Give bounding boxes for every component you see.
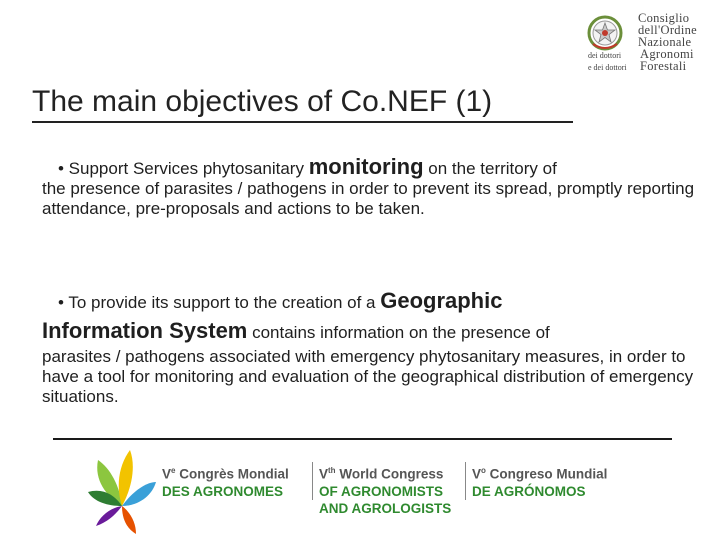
objective-1 (42, 154, 702, 219)
congress-flower-logo-icon (86, 446, 158, 536)
objective-2-emphasis-1: Geographic (380, 288, 503, 313)
title-underline (32, 121, 573, 123)
logo-line-forestali: Forestali (640, 59, 687, 73)
congress-name-french: Ve Congrès Mondial DES AGRONOMES (162, 466, 289, 499)
objective-1-rest-2: the presence of parasites / pathogens in order to prevent its spread, promptly reporting attendance, pre-proposals and actions to be taken. (42, 179, 695, 218)
logo-line-dei-dottori: dei dottori (588, 51, 622, 60)
banner-separator (465, 462, 466, 500)
banner-separator (312, 462, 313, 500)
slide-title: The main objectives of Co.NEF (1) (32, 85, 493, 118)
council-logo (584, 6, 716, 73)
objective-2 (42, 287, 702, 407)
objective-2-lead: • To provide its support to the creation of a (58, 293, 381, 312)
congress-banner (86, 446, 646, 536)
footer-divider (53, 438, 672, 440)
logo-line-e-dei-dottori: e dei dottori (588, 63, 627, 72)
congress-name-english: Vth World Congress OF AGRONOMISTS AND AGROLOGISTS (319, 466, 452, 516)
logo-line-agronomi: Agronomi (640, 47, 694, 61)
logo-line-ordine: dell'Ordine (638, 23, 698, 37)
objective-1-rest-1: on the territory of (423, 159, 557, 178)
logo-line-consiglio: Consiglio (638, 11, 690, 25)
objective-2-rest-1: contains information on the presence of (247, 323, 550, 342)
objective-1-emphasis: monitoring (308, 154, 424, 179)
congress-name-spanish: $V^o$ Congreso Mundial DE AGRÓNOMOS (472, 466, 608, 499)
objective-2-rest-2: parasites / pathogens associated with emergency phytosanitary measures, in order to have a tool for monitoring and evaluation of the geographical distribution of emergency situations. (42, 347, 694, 406)
objective-1-lead: • Support Services phytosanitary (58, 159, 309, 178)
objective-2-emphasis-2: Information System (42, 318, 248, 343)
logo-line-nazionale: Nazionale (638, 35, 692, 49)
italian-emblem-icon (586, 14, 624, 52)
